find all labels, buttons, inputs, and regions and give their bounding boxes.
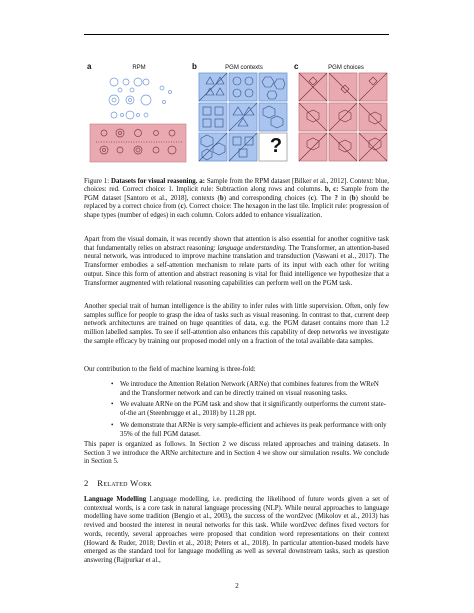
caption-c-ref2: c: [180, 203, 184, 211]
list-item: • We demonstrate that ARNe is very sample-efficient and achieves its peak performance with only 35% of the full PGM dataset.: [120, 422, 390, 439]
list-item: • We evaluate ARNe on the PGM task and show that it significantly outperforms the current state-of-the art (Steenbrugge et al., 2018) by 11.28 ppt.: [120, 401, 390, 418]
header-rule: [84, 34, 389, 35]
caption-q-ref: ?: [334, 194, 338, 202]
panel-a-letter: a: [87, 62, 92, 71]
caption-text-mid3: in (: [337, 194, 352, 202]
para3-text: Our contribution to the field of machine learning is three-fold:: [84, 366, 256, 373]
caption-a-label: a:: [199, 178, 206, 185]
caption-text-bc: Sample from the PGM dataset [Santoro et al., 2018], contexts (: [84, 186, 389, 202]
section-heading: [84, 478, 152, 488]
para4-text: This paper is organized as follows. In Section 2 we discuss related approaches and training datasets. In Section 3 we introduce the ARNe architecture and in Section 4 we show our simulation results. We conclude in Section 5.: [84, 441, 389, 466]
panel-b-letter: b: [192, 62, 197, 71]
paragraph-3: [84, 366, 389, 375]
para2-text: Another special trait of human intelligence is the ability to infer rules with little supervision. Often, only few samples suffice for people to grasp the idea of tasks such as visual reasoning. In contrast to that, current deep network architectures are trained on huge quantities of data, e.g. the PGM dataset contains more than 1.2 million labelled samples. To see if self-attention also enhances this capability of deep networks we investigate the sample efficacy by training our proposed model only on a fraction of the total available data samples.: [84, 303, 389, 345]
caption-text-mid4: ) should be replaced by a correct choice from (: [84, 194, 389, 211]
figure-caption: [84, 178, 389, 220]
para1-italic: language understanding: [217, 244, 285, 252]
panel-c-letter: c: [294, 62, 299, 71]
para1-text-before: Apart from the visual domain, it was recently shown that attention is also essential for another cognitive task that fundamentally relies on abstract reasoning:: [84, 236, 389, 252]
caption-text-mid: ) and corresponding choices (: [223, 194, 311, 202]
caption-bold-title: Datasets for visual reasoning.: [110, 178, 198, 185]
list-item: • We introduce the Attention Relation Network (ARNe) that combines features from the WReN and the Transformer network and can be directly trained on visual reasoning tasks.: [120, 381, 390, 398]
paragraph-2: [84, 303, 389, 347]
paragraph-1: [84, 236, 389, 288]
rpm-context-grid: [109, 78, 172, 119]
missing-tile-question-mark: ?: [269, 135, 283, 157]
caption-c-ref: c: [310, 194, 314, 202]
page-number: 2: [235, 582, 239, 590]
caption-text-end: ). Correct choice: The hexagon in the last tile. Implicit rule: progression of shape types (number of edges) in each column. Colors added to enhance visualization.: [84, 203, 389, 219]
paragraph-5: [84, 496, 389, 566]
caption-b-ref: b: [219, 194, 224, 202]
caption-text-mid2: ). The: [313, 194, 335, 202]
panel-a-title: RPM: [132, 65, 146, 71]
panel-c-title: PGM choices: [328, 65, 364, 71]
para5-bold: Language Modelling: [84, 496, 147, 503]
contribution-list: [120, 381, 390, 442]
caption-text-a: Sample from the RPM dataset [Bilker et al., 2012]. Context: blue, choices: red. Correct choice: 1. Implicit rule: Subtraction along rows and columns.: [84, 178, 390, 194]
figure-1: [84, 62, 389, 168]
paragraph-4: [84, 441, 389, 467]
section-number: 2: [84, 478, 89, 488]
caption-b-ref2: b: [351, 194, 356, 202]
section-title: Related Work: [97, 478, 153, 488]
pgm-choices-panel: [299, 73, 389, 163]
caption-bc-label: b, c:: [324, 186, 339, 194]
rpm-panel: [84, 62, 194, 168]
para5-text: Language modelling, i.e. predicting the likelihood of future words given a set of contextual words, is a core task in natural language processing (NLP). While neural approaches to language modelling have some tradition (Bengio et al., 2003), the success of the word2vec (Mikolov et al., 2013) has revived and boosted the interest in neural networks for this task. While word2vec defines fixed vectors for words, recently, several approaches were proposed that condition word representations on their context (Howard & Ruder, 2018; Devlin et al., 2018; Peters et al., 2018). In particular attention-based models have emerged as the standard tool for language modelling as well as several downstream tasks, such as question answering (Rajpurkar et al.,: [84, 496, 389, 564]
para1-text-after: . The Transformer, an attention-based neural network, was introduced to improve machine translation and transduction (Vaswani et al., 2017). The Transformer embodies a self-attention mechanism to relate parts of its input with each other for writing output. Since this form of attention and abstract reasoning is vital for fluid intelligence we hypothesize that a Transformer augmented with relational reasoning capabilities can perform well on the PGM task.: [84, 244, 389, 287]
caption-label: Figure 1:: [84, 178, 110, 185]
panel-b-title: PGM contexts: [225, 65, 263, 71]
